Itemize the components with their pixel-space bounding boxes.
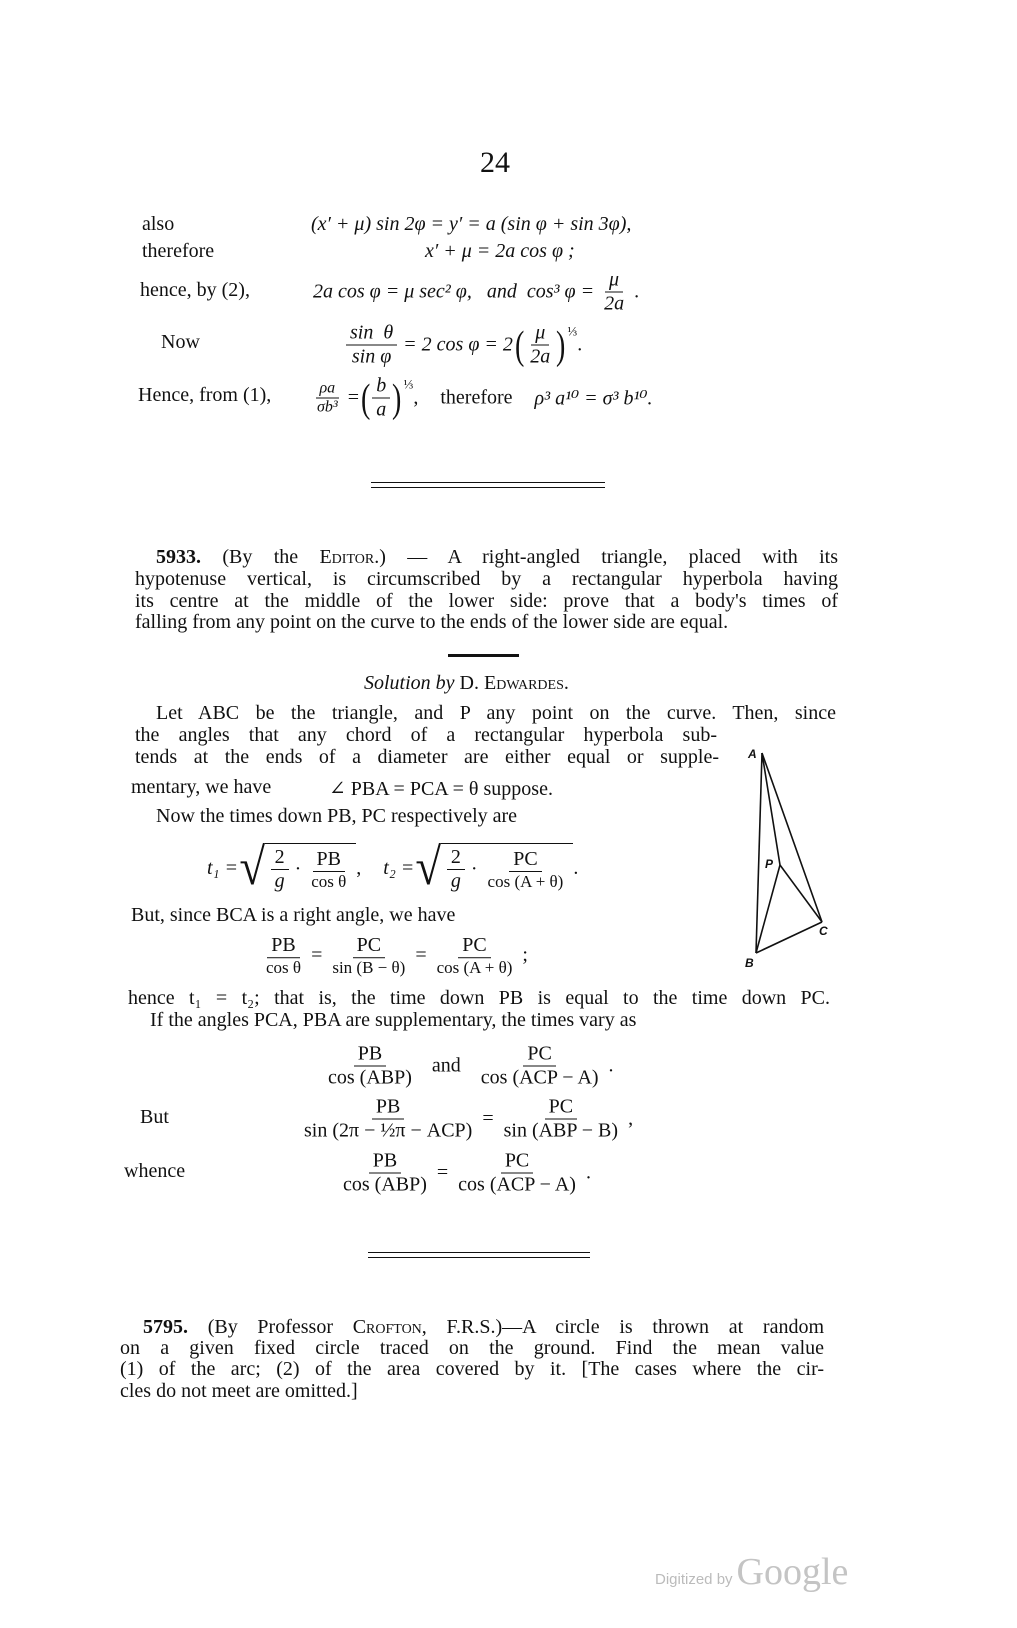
denominator: σb³	[317, 398, 338, 416]
problem-5933-line-2: hypotenuse vertical, is circumscribed by a rectangular hyperbola having	[135, 568, 838, 590]
t2-label: t₂ =	[383, 856, 415, 879]
equals: =	[436, 1161, 449, 1184]
numerator: PB	[354, 1043, 386, 1067]
label-p: P	[765, 857, 774, 871]
double-rule-bottom	[368, 1252, 590, 1253]
period: .	[573, 856, 579, 879]
denominator: sin (ABP − B)	[503, 1119, 619, 1142]
denominator: sin (B − θ)	[332, 958, 406, 978]
radical-icon: √	[239, 839, 266, 896]
numerator: μ	[605, 269, 623, 293]
numerator: PC	[523, 1043, 555, 1067]
numerator: ρa	[316, 379, 340, 398]
solution-author: D. Edwardes.	[459, 672, 569, 694]
now-mid-text: = 2 cos φ = 2	[403, 333, 513, 356]
digitized-by-google-watermark	[655, 1550, 848, 1594]
numerator: PB	[267, 934, 299, 958]
numerator: PB	[372, 1096, 404, 1120]
period: .	[634, 280, 640, 303]
page-number: 24	[480, 146, 510, 179]
equals: =	[482, 1107, 494, 1130]
therefore-word: therefore	[440, 386, 513, 409]
problem-5795-line-4: cles do not meet are omitted.]	[120, 1380, 358, 1402]
problem-author: Editor	[319, 546, 375, 568]
numerator: PC	[545, 1096, 577, 1120]
denominator: cos θ	[311, 871, 347, 891]
line-text: , F.R.S.)—A circle is thrown at random	[421, 1316, 825, 1338]
numerator: 2	[271, 846, 289, 870]
but-label: But	[140, 1106, 169, 1128]
line-ap	[762, 753, 780, 865]
t1-label: t₁ =	[207, 856, 239, 879]
left-paren: (	[360, 375, 371, 420]
denominator: cos (ABP)	[328, 1066, 412, 1089]
problem-number: 5795.	[143, 1316, 188, 1338]
denominator: 2a	[530, 345, 551, 368]
left-paren: (	[514, 322, 525, 367]
hence-eq-text: 2a cos φ = μ sec² φ, and cos³ φ =	[313, 280, 595, 303]
denominator: cos (A + θ)	[487, 871, 564, 891]
and: and	[431, 1054, 461, 1077]
problem-5933-line-4: falling from any point on the curve to the ends of the lower side are equal.	[135, 611, 729, 633]
problem-5795-line-3: (1) of the arc; (2) of the area covered by it. [The cases where the cir-	[120, 1358, 824, 1380]
times-line: Now the times down PB, PC respectively are	[156, 805, 518, 827]
label-c: C	[819, 924, 828, 938]
supplementary-line: If the angles PCA, PBA are supplementary, the times vary as	[150, 1009, 637, 1031]
line-text: .) — A right-angled triangle, placed with its	[374, 546, 838, 568]
right-paren: )	[392, 375, 402, 420]
watermark-prefix: Digitized by	[655, 1571, 733, 1588]
also-equation: (x′ + μ) sin 2φ = y′ = a (sin φ + sin 3φ),	[311, 213, 632, 235]
denominator: cos θ	[266, 958, 302, 978]
equals: =	[311, 944, 323, 967]
exponent: ⅓	[567, 323, 578, 339]
label-b: B	[745, 956, 754, 970]
therefore-label: therefore	[142, 240, 215, 262]
mentary-label: mentary, we have	[131, 776, 272, 798]
denominator: cos (ABP)	[343, 1173, 427, 1196]
right-paren: )	[556, 322, 566, 367]
semicolon: ;	[522, 944, 528, 967]
equals: =	[415, 944, 427, 967]
line-pc	[780, 865, 822, 922]
therefore-equation: x′ + μ = 2a cos φ ;	[425, 240, 575, 262]
equals: =	[347, 386, 359, 409]
denominator: sin φ	[351, 345, 392, 368]
hence-line: hence t₁ = t₂; that is, the time down PB is equal to the time down PC.	[128, 987, 830, 1009]
numerator: b	[372, 375, 390, 399]
denominator: sin (2π − ½π − ACP)	[304, 1119, 473, 1142]
numerator: PB	[313, 848, 345, 872]
denominator: g	[450, 870, 461, 892]
numerator: sin θ	[346, 322, 397, 346]
period: .	[585, 1161, 591, 1184]
numerator: 2	[447, 846, 465, 870]
comma: ,	[628, 1107, 634, 1130]
dot: ·	[470, 858, 478, 880]
by-prefix: (By the	[222, 546, 299, 568]
problem-5795-line-1	[143, 1316, 824, 1339]
period: .	[608, 1054, 614, 1077]
numerator: PC	[501, 1150, 533, 1174]
numerator: PC	[509, 848, 541, 872]
period: .	[577, 333, 583, 356]
denominator: a	[376, 398, 387, 421]
from-label: Hence, from (1),	[138, 384, 272, 406]
comma: ,	[356, 856, 362, 879]
problem-5795-line-2: on a given fixed circle traced on the ground. Find the mean value	[120, 1337, 824, 1359]
label-a: A	[748, 747, 757, 761]
problem-author: Crofton	[352, 1316, 422, 1338]
denominator: cos (ACP − A)	[458, 1173, 576, 1196]
right-angle-line: But, since BCA is a right angle, we have	[131, 904, 456, 926]
problem-number: 5933.	[156, 546, 201, 568]
result: ρ³ a¹⁰ = σ³ b¹⁰.	[534, 387, 653, 410]
line-pb	[756, 865, 780, 953]
also-label: also	[142, 213, 175, 235]
denominator: 2a	[604, 292, 625, 315]
google-logo: Google	[736, 1551, 849, 1593]
solution-line-3: tends at the ends of a diameter are either equal or supple-	[135, 746, 719, 768]
solution-line-1: Let ABC be the triangle, and P any point on the curve. Then, since	[156, 702, 836, 724]
double-rule-bottom-2	[368, 1257, 590, 1258]
comma: ,	[413, 386, 419, 409]
line-ab	[756, 753, 762, 953]
numerator: PC	[353, 934, 385, 958]
now-label: Now	[161, 331, 200, 353]
denominator: cos (ACP − A)	[480, 1066, 599, 1089]
radical-icon: √	[415, 839, 442, 896]
solution-by: Solution by	[364, 672, 455, 694]
angle-equation: ∠ PBA = PCA = θ suppose.	[329, 778, 553, 800]
exponent: ⅓	[403, 376, 414, 392]
denominator: g	[274, 870, 285, 892]
problem-5933-line-3: its centre at the middle of the lower side: prove that a body's times of	[135, 590, 838, 612]
whence-label: whence	[124, 1160, 186, 1182]
hence-label: hence, by (2),	[140, 279, 250, 301]
dot: ·	[294, 858, 302, 880]
numerator: PB	[369, 1150, 401, 1174]
numerator: PC	[458, 934, 490, 958]
line-bc	[756, 922, 822, 953]
by-prefix: (By Professor	[207, 1316, 333, 1338]
denominator: cos (A + θ)	[436, 958, 513, 978]
numerator: μ	[531, 322, 549, 346]
solution-line-2: the angles that any chord of a rectangular hyperbola sub-	[135, 724, 717, 746]
